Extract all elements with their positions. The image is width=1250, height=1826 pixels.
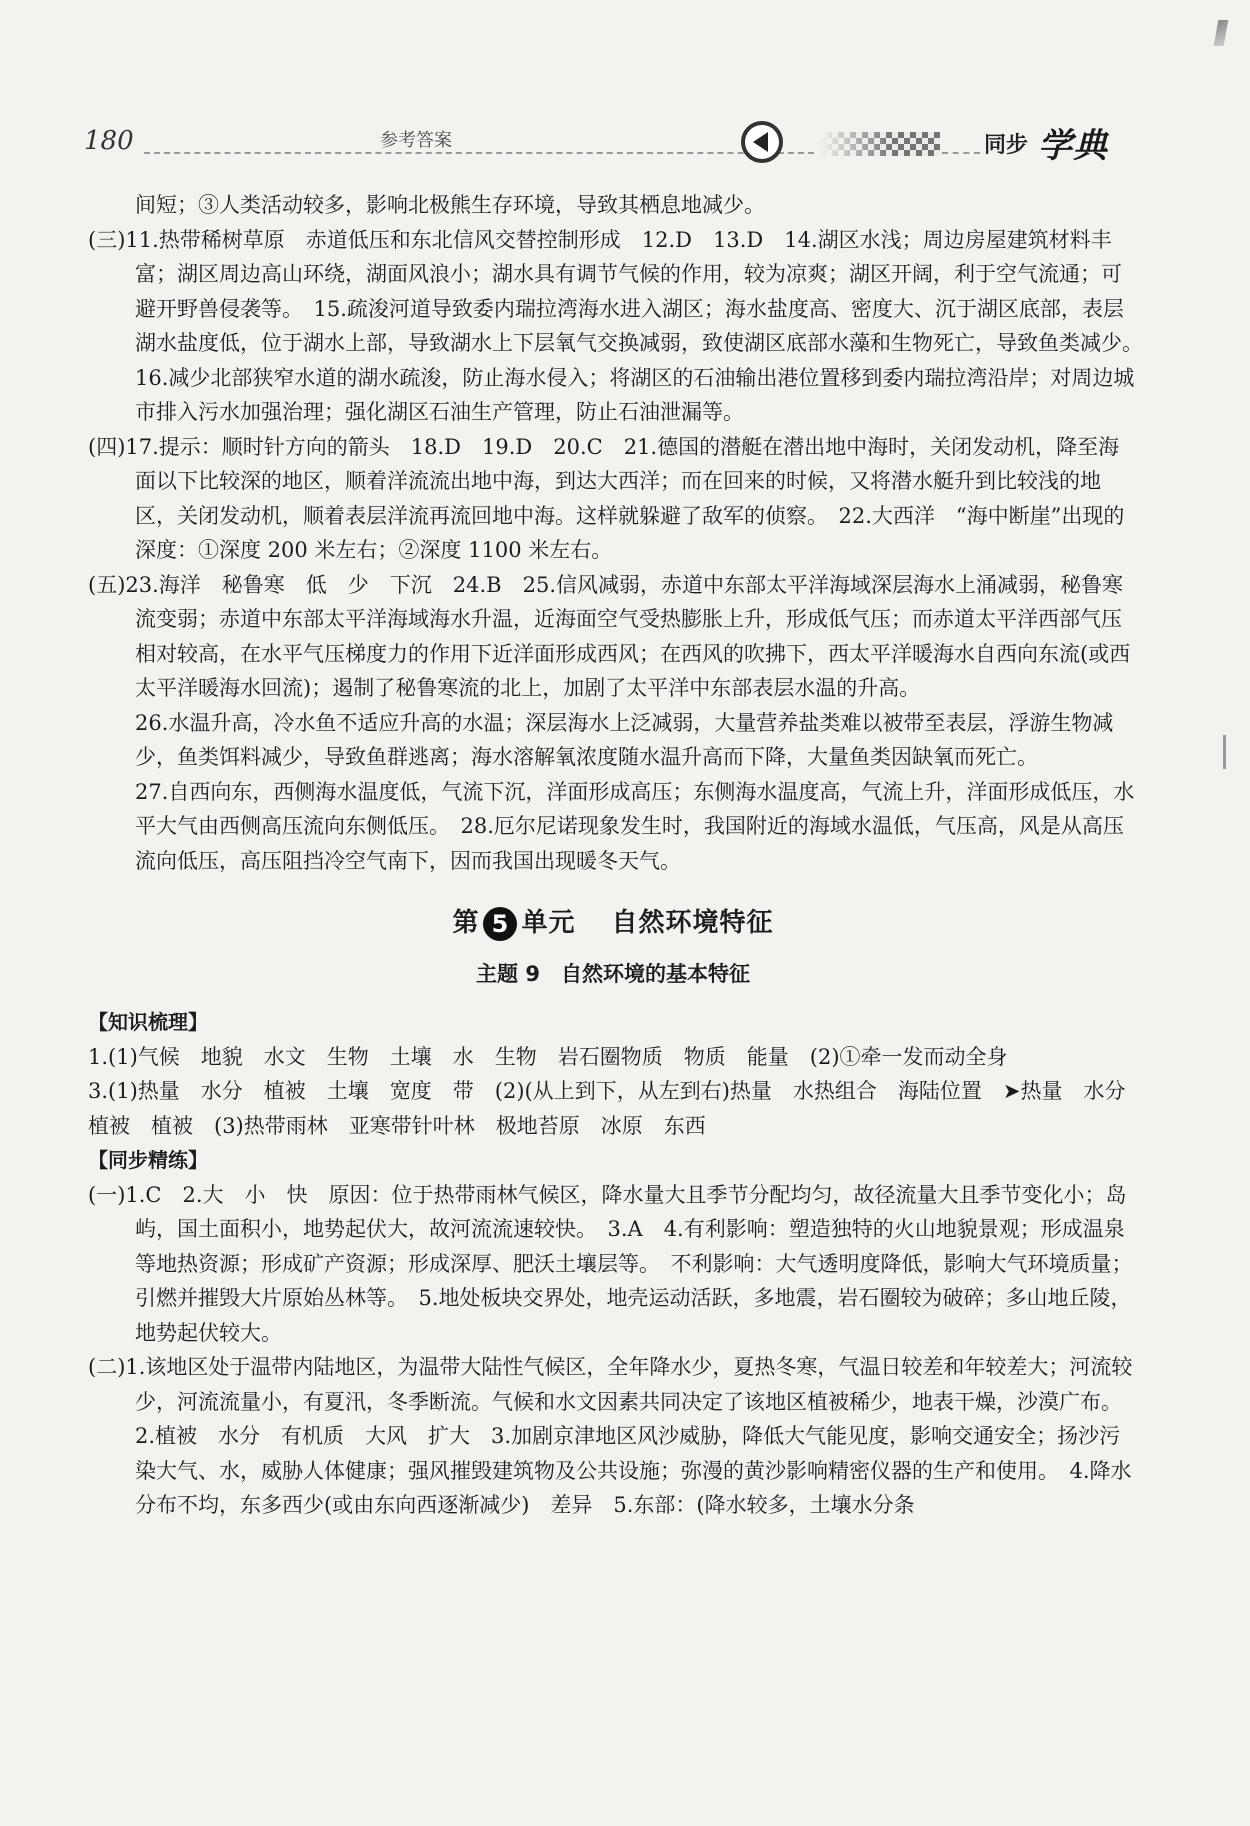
answer-paragraph: 26.水温升高，冷水鱼不适应升高的水温；深层海水上泛减弱，大量营养盐类难以被带至表层，浮游生物减少，鱼类饵料减少，导致鱼群逃离；海水溶解氧浓度随水温升高而下降，大量鱼类因缺氧而死亡。 (135, 710, 1114, 769)
answer-paragraph: 间短；③人类活动较多，影响北极熊生存环境，导致其栖息地减少。 (135, 193, 765, 217)
unit-prefix: 第 (452, 908, 480, 938)
practice-paragraph: (一)1.C 2.大 小 快 原因：位于热带雨林气候区，降水量大且季节分配均匀，故径流量大且季节变化小；岛屿，国土面积小，地势起伏大，故河流流速较快。 3.A 4.有利影响：塑造独特的火山地貌景观；形成温泉等地热资源；形成矿产资源；形成深厚、肥沃土壤层等。 不利影响：大气透明度降低，影响大气环境质量；引燃并摧毁大片原始丛林等。 5.地处板块交界处，地壳运动活跃，多地震，岩石圈较为破碎；多山地丘陵，地势起伏较大。 (88, 1182, 1133, 1345)
knowledge-line: 1.(1)气候 地貌 水文 生物 土壤 水 生物 岩石圈物质 物质 能量 (2)①牵一发而动全身 (88, 1044, 1008, 1069)
header-divider-2 (942, 152, 980, 154)
play-back-icon (740, 120, 784, 164)
checker-pattern (820, 132, 940, 156)
scan-mark (1214, 20, 1229, 46)
unit-title (88, 906, 1138, 941)
brand-small: 同步 (984, 133, 1029, 158)
answer-paragraph: (三)11.热带稀树草原 赤道低压和东北信风交替控制形成 12.D 13.D 14.湖区水浅；周边房屋建筑材料丰富；湖区周边高山环绕，湖面风浪小；湖水具有调节气候的作用，较为凉爽；湖区开阔，利于空气流通；可避开野兽侵袭等。 15.疏浚河道导致委内瑞拉湾海水进入湖区；海水盐度高、密度大、沉于湖区底部，表层湖水盐度低，位于湖水上部，导致湖水上下层氧气交换减弱，致使湖区底部水藻和生物死亡，导致鱼类减少。 16.减少北部狭窄水道的湖水疏浚，防止海水侵入；将湖区的石油输出港位置移到委内瑞拉湾沿岸；对周边城市排入污水加强治理；强化湖区石油生产管理，防止石油泄漏等。 (88, 227, 1154, 424)
answer-paragraph: 27.自西向东，西侧海水温度低，气流下沉，洋面形成高压；东侧海水温度高，气流上升，洋面形成低压，水平大气由西侧高压流向东侧低压。 28.厄尔尼诺现象发生时，我国附近的海域水温低，气压高，风是从高压流向低压，高压阻挡冷空气南下，因而我国出现暖冬天气。 (135, 779, 1135, 873)
header-divider (144, 152, 814, 154)
answer-content (88, 188, 1154, 1523)
topic-title: 主题 9 自然环境的基本特征 (476, 961, 750, 986)
brand-logo: 学典 (1038, 126, 1108, 166)
scan-side-mark (1223, 735, 1226, 769)
unit-name: 自然环境特征 (611, 908, 774, 938)
page-header (80, 118, 1140, 168)
answer-paragraph: (五)23.海洋 秘鲁寒 低 少 下沉 24.B 25.信风减弱，赤道中东部太平洋海域深层海水上涌减弱，秘鲁寒流变弱；赤道中东部太平洋海域海水升温，近海面空气受热膨胀上升，形成低气压；而赤道太平洋西部气压相对较高，在水平气压梯度力的作用下近洋面形成西风；在西风的吹拂下，西太平洋暖海水自西向东流(或西太平洋暖海水回流)；遏制了秘鲁寒流的北上，加剧了太平洋中东部表层水温的升高。 (88, 572, 1131, 700)
page-number: 180 (84, 126, 134, 156)
section-label-knowledge: 【知识梳理】 (88, 1010, 208, 1034)
practice-paragraph: (二)1.该地区处于温带内陆地区，为温带大陆性气候区，全年降水少，夏热冬寒，气温日较差和年较差大；河流较少，河流流量小，有夏汛，冬季断流。气候和水文因素共同决定了该地区植被稀少，地表干燥，沙漠广布。 2.植被 水分 有机质 大风 扩大 3.加剧京津地区风沙威胁，降低大气能见度，影响交通安全；扬沙污染大气、水，威胁人体健康；强风摧毁建筑物及公共设施；弥漫的黄沙影响精密仪器的生产和使用。 4.降水分布不均，东多西少(或由东向西逐渐减少) 差异 5.东部：(降水较多，土壤水分条 (88, 1355, 1133, 1517)
header-label: 参考答案 (370, 126, 462, 152)
unit-number: 5 (483, 907, 517, 941)
unit-suffix: 单元 (521, 908, 576, 938)
section-label-practice: 【同步精练】 (88, 1148, 208, 1172)
answer-paragraph: (四)17.提示：顺时针方向的箭头 18.D 19.D 20.C 21.德国的潜艇在潜出地中海时，关闭发动机，降至海面以下比较深的地区，顺着洋流流出地中海，到达大西洋；而在回来的时候，又将潜水艇升到比较浅的地区，关闭发动机，顺着表层洋流再流回地中海。这样就躲避了敌军的侦察。 22.大西洋 “海中断崖”出现的深度：①深度 200 米左右；②深度 1100 米左右。 (88, 434, 1125, 562)
knowledge-line: 3.(1)热量 水分 植被 土壤 宽度 带 (2)(从上到下，从左到右)热量 水热组合 海陆位置 ➤热量 水分 植被 植被 (3)热带雨林 亚寒带针叶林 极地苔原 冰原 东西 (88, 1079, 1147, 1138)
